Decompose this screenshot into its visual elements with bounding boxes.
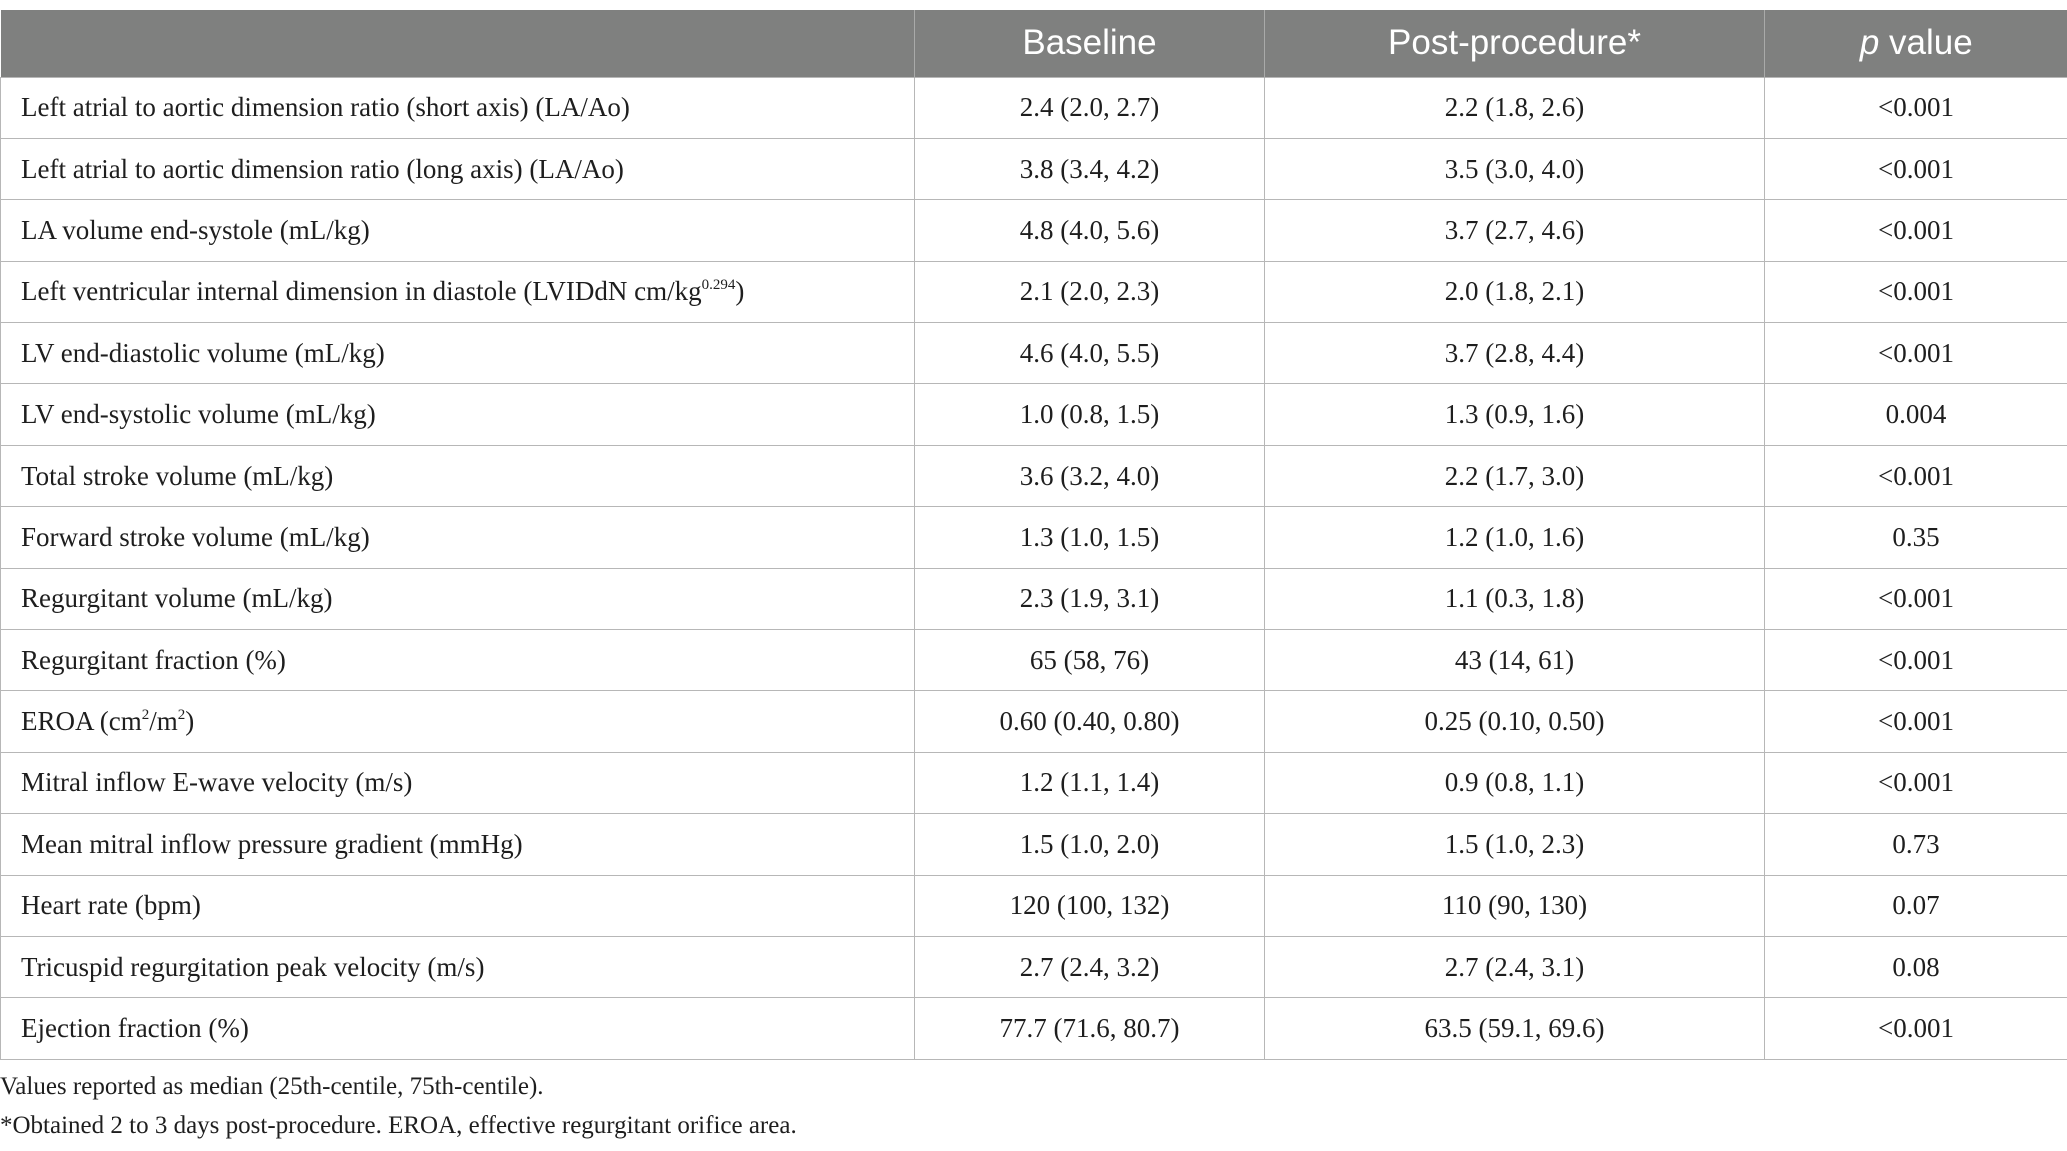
p-value: <0.001 (1765, 323, 2067, 384)
header-post-procedure: Post-procedure* (1265, 10, 1765, 77)
p-value: <0.001 (1765, 200, 2067, 261)
table-row (1, 138, 2067, 199)
post-value: 1.5 (1.0, 2.3) (1265, 814, 1765, 875)
data-table-container (0, 10, 2067, 1060)
header-parameter (1, 10, 915, 77)
table-row (1, 77, 2067, 138)
p-value: <0.001 (1765, 630, 2067, 691)
row-label: Left atrial to aortic dimension ratio (long axis) (LA/Ao) (1, 138, 915, 199)
baseline-value: 0.60 (0.40, 0.80) (915, 691, 1265, 752)
post-value: 1.3 (0.9, 1.6) (1265, 384, 1765, 445)
row-label-superscript: 2 (177, 707, 186, 724)
row-label: Ejection fraction (%) (1, 998, 915, 1059)
p-value: 0.08 (1765, 936, 2067, 997)
row-label: Total stroke volume (mL/kg) (1, 445, 915, 506)
row-label-text: /m (149, 706, 178, 737)
p-value: <0.001 (1765, 445, 2067, 506)
row-label-superscript: 2 (141, 707, 150, 724)
post-value: 1.1 (0.3, 1.8) (1265, 568, 1765, 629)
row-label: Tricuspid regurgitation peak velocity (m/s) (1, 936, 915, 997)
post-value: 2.0 (1.8, 2.1) (1265, 261, 1765, 322)
row-label-text: EROA (cm (21, 706, 142, 737)
footnote-abbreviations: *Obtained 2 to 3 days post-procedure. EROA, effective regurgitant orifice area. (0, 1112, 797, 1139)
row-label-close: ) (185, 706, 195, 737)
post-value: 3.7 (2.8, 4.4) (1265, 323, 1765, 384)
header-p-value (1765, 10, 2067, 77)
baseline-value: 120 (100, 132) (915, 875, 1265, 936)
table-row (1, 875, 2067, 936)
row-label: Heart rate (bpm) (1, 875, 915, 936)
baseline-value: 2.3 (1.9, 3.1) (915, 568, 1265, 629)
footnote-values: Values reported as median (25th-centile, 75th-centile). (0, 1073, 544, 1100)
post-value: 110 (90, 130) (1265, 875, 1765, 936)
post-value: 2.7 (2.4, 3.1) (1265, 936, 1765, 997)
p-value: <0.001 (1765, 691, 2067, 752)
table-row (1, 814, 2067, 875)
p-value: <0.001 (1765, 998, 2067, 1059)
table-row (1, 261, 2067, 322)
p-value: 0.73 (1765, 814, 2067, 875)
baseline-value: 1.2 (1.1, 1.4) (915, 752, 1265, 813)
post-value: 3.5 (3.0, 4.0) (1265, 138, 1765, 199)
table-row (1, 507, 2067, 568)
baseline-value: 1.0 (0.8, 1.5) (915, 384, 1265, 445)
row-label (1, 691, 915, 752)
row-label-text: Left ventricular internal dimension in diastole (LVIDdN cm/kg (21, 276, 702, 307)
p-value: <0.001 (1765, 261, 2067, 322)
table-row (1, 936, 2067, 997)
baseline-value: 3.6 (3.2, 4.0) (915, 445, 1265, 506)
row-label (1, 261, 915, 322)
table-row (1, 445, 2067, 506)
baseline-value: 2.7 (2.4, 3.2) (915, 936, 1265, 997)
table-row (1, 568, 2067, 629)
table-row (1, 752, 2067, 813)
row-label: Regurgitant volume (mL/kg) (1, 568, 915, 629)
table-row (1, 200, 2067, 261)
table-row (1, 384, 2067, 445)
p-value: 0.07 (1765, 875, 2067, 936)
baseline-value: 1.3 (1.0, 1.5) (915, 507, 1265, 568)
baseline-value: 2.1 (2.0, 2.3) (915, 261, 1265, 322)
echocardiography-table (0, 10, 2067, 1060)
post-value: 2.2 (1.7, 3.0) (1265, 445, 1765, 506)
post-value: 1.2 (1.0, 1.6) (1265, 507, 1765, 568)
p-value: <0.001 (1765, 138, 2067, 199)
row-label: LV end-systolic volume (mL/kg) (1, 384, 915, 445)
row-label: LV end-diastolic volume (mL/kg) (1, 323, 915, 384)
post-value: 3.7 (2.7, 4.6) (1265, 200, 1765, 261)
row-label: LA volume end-systole (mL/kg) (1, 200, 915, 261)
row-label: Left atrial to aortic dimension ratio (short axis) (LA/Ao) (1, 77, 915, 138)
header-baseline: Baseline (915, 10, 1265, 77)
baseline-value: 65 (58, 76) (915, 630, 1265, 691)
p-value: <0.001 (1765, 568, 2067, 629)
baseline-value: 3.8 (3.4, 4.2) (915, 138, 1265, 199)
table-footnotes (0, 1067, 797, 1145)
baseline-value: 4.6 (4.0, 5.5) (915, 323, 1265, 384)
post-value: 43 (14, 61) (1265, 630, 1765, 691)
row-label: Mitral inflow E-wave velocity (m/s) (1, 752, 915, 813)
baseline-value: 4.8 (4.0, 5.6) (915, 200, 1265, 261)
post-value: 63.5 (59.1, 69.6) (1265, 998, 1765, 1059)
post-value: 0.9 (0.8, 1.1) (1265, 752, 1765, 813)
table-row (1, 630, 2067, 691)
table-row (1, 998, 2067, 1059)
row-label-superscript: 0.294 (701, 277, 736, 294)
row-label-close: ) (735, 276, 745, 307)
header-row (1, 10, 2067, 77)
baseline-value: 2.4 (2.0, 2.7) (915, 77, 1265, 138)
baseline-value: 1.5 (1.0, 2.0) (915, 814, 1265, 875)
p-value: <0.001 (1765, 77, 2067, 138)
table-row (1, 323, 2067, 384)
post-value: 0.25 (0.10, 0.50) (1265, 691, 1765, 752)
row-label: Regurgitant fraction (%) (1, 630, 915, 691)
header-p-letter: p (1859, 23, 1880, 63)
row-label: Forward stroke volume (mL/kg) (1, 507, 915, 568)
post-value: 2.2 (1.8, 2.6) (1265, 77, 1765, 138)
table-row (1, 691, 2067, 752)
p-value: 0.35 (1765, 507, 2067, 568)
header-p-suffix: value (1879, 23, 1973, 63)
p-value: 0.004 (1765, 384, 2067, 445)
p-value: <0.001 (1765, 752, 2067, 813)
baseline-value: 77.7 (71.6, 80.7) (915, 998, 1265, 1059)
row-label: Mean mitral inflow pressure gradient (mmHg) (1, 814, 915, 875)
